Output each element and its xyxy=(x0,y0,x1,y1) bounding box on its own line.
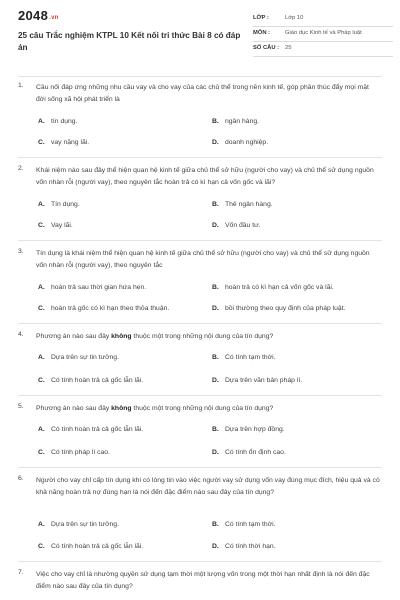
option-label: D. xyxy=(212,377,219,384)
question-text: Tín dụng là khái niệm thể hiện quan hệ kinh tế giữa chủ thể sở hữu (người cho vay) và chủ thể sử dụng nguồn vốn nhàn rỗi (người vay), theo nguyên tắc xyxy=(36,250,370,270)
question-text: Khái niệm nào sau đây thể hiện quan hệ kinh tế giữa chủ thể sở hữu (người cho vay) và chủ thể sử dụng nguồn vốn nhàn rỗi (người vay), theo nguyên tắc hoàn trả có kì hạn cả vốn gốc và lãi? xyxy=(36,167,374,187)
option-text: Thẻ ngân hàng. xyxy=(225,201,273,208)
option-text: vay nặng lãi. xyxy=(51,139,90,146)
divider xyxy=(18,395,382,396)
option-text: hoàn trả sau thời gian hứa hẹn. xyxy=(51,284,147,291)
question-number: 3. xyxy=(18,248,24,255)
logo-brand: 2048 xyxy=(18,8,49,23)
question-text: Người cho vay chỉ cấp tín dụng khi có lòng tin vào việc người vay sử dụng vốn vay đúng mục đích, hiệu quả và có khả năng hoàn trả nợ đúng hạn là nói đến đặc điểm nào sau đây của tín dụng? xyxy=(36,477,380,497)
option-label: C. xyxy=(38,543,45,550)
question-number: 2. xyxy=(18,165,24,172)
meta-subject-row xyxy=(253,27,393,42)
question-text xyxy=(36,403,380,415)
meta-count-label: SỐ CÂU : xyxy=(253,45,280,51)
divider xyxy=(18,240,382,241)
option-label: D. xyxy=(212,543,219,550)
option-label: A. xyxy=(38,201,45,208)
meta-count-row xyxy=(253,42,393,57)
option-label: B. xyxy=(212,284,219,291)
option-label: B. xyxy=(212,118,219,125)
option-label: B. xyxy=(212,201,219,208)
question-number: 6. xyxy=(18,475,24,482)
question-number: 7. xyxy=(18,569,24,576)
option-label: A. xyxy=(38,426,45,433)
option-text: Dựa trên sự tin tưởng. xyxy=(51,354,119,361)
option-label: B. xyxy=(212,354,219,361)
divider xyxy=(18,323,382,324)
divider xyxy=(18,561,382,562)
option-label: C. xyxy=(38,449,45,456)
question-number: 5. xyxy=(18,403,24,410)
option-text: Tín dụng. xyxy=(51,201,80,208)
option-label: C. xyxy=(38,222,45,229)
option-label: B. xyxy=(212,426,219,433)
meta-subject-value: Giáo dục Kinh tế và Pháp luật xyxy=(285,30,362,36)
meta-class-row xyxy=(253,12,393,27)
option-label: B. xyxy=(212,521,219,528)
meta-info xyxy=(253,12,393,57)
option-text: tín dụng. xyxy=(51,118,78,125)
divider xyxy=(18,467,382,468)
option-text: Có tính hoàn trả cả gốc lẫn lãi. xyxy=(51,426,144,433)
option-text: hoàn trả có kì hạn cả vốn gốc và lãi. xyxy=(225,284,334,291)
meta-class-value: Lớp 10 xyxy=(285,15,304,21)
option-text: doanh nghiệp. xyxy=(225,139,269,146)
option-text: Có tính thời hạn. xyxy=(225,543,276,550)
question-text-part: thuộc một trong những nội dung của tín dụng? xyxy=(131,333,274,340)
option-text: Có tính hoàn trả cả gốc lẫn lãi. xyxy=(51,543,144,550)
option-label: C. xyxy=(38,139,45,146)
question-number: 4. xyxy=(18,331,24,338)
question-text xyxy=(36,331,380,343)
option-label: A. xyxy=(38,118,45,125)
question-text: Việc cho vay chỉ là nhường quyền sử dụng tạm thời một lượng vốn trong một thời hạn nhất định là nói đến đặc điểm nào sau đây của tín dụng? xyxy=(36,571,370,591)
option-text: bồi thường theo quy định của pháp luật. xyxy=(225,305,346,312)
option-label: C. xyxy=(38,305,45,312)
option-label: A. xyxy=(38,354,45,361)
option-text: Có tính tạm thời. xyxy=(225,521,276,528)
question-text-part: Phương án nào sau đây xyxy=(36,333,112,340)
question-text-part: thuộc một trong những nội dung của tín dụng? xyxy=(131,405,274,412)
question-emphasis: không xyxy=(111,333,132,340)
option-text: Dựa trên hợp đồng. xyxy=(225,426,285,433)
option-label: D. xyxy=(212,139,219,146)
site-logo[interactable] xyxy=(18,8,59,23)
option-text: Có tính ổn định cao. xyxy=(225,449,286,456)
option-label: D. xyxy=(212,305,219,312)
divider xyxy=(18,157,382,158)
option-text: Có tính pháp lí cao. xyxy=(51,449,110,456)
option-text: Vốn đầu tư. xyxy=(225,222,261,229)
option-text: Có tính tạm thời. xyxy=(225,354,276,361)
option-label: D. xyxy=(212,222,219,229)
question-text: Cầu nối đáp ứng những nhu cầu vay và cho vay của các chủ thể trong nền kinh tế, góp phần thúc đẩy mọi mặt đời sống xã hội phát triển là xyxy=(36,84,369,104)
option-label: C. xyxy=(38,377,45,384)
question-number: 1. xyxy=(18,82,24,89)
option-text: hoàn trả gốc có kì hạn theo thỏa thuận. xyxy=(51,305,170,312)
option-text: Dựa trên sự tin tưởng. xyxy=(51,521,119,528)
option-label: A. xyxy=(38,284,45,291)
question-emphasis: không xyxy=(111,405,132,412)
divider xyxy=(18,76,382,77)
meta-count-value: 25 xyxy=(285,45,292,51)
header xyxy=(0,0,400,72)
option-text: Có tính hoàn trả cả gốc lẫn lãi. xyxy=(51,377,144,384)
option-text: Vay lãi. xyxy=(51,222,73,229)
option-text: ngân hàng. xyxy=(225,118,260,125)
meta-class-label: LỚP : xyxy=(253,15,269,21)
meta-subject-label: MÔN : xyxy=(253,30,271,36)
option-label: D. xyxy=(212,449,219,456)
option-text: Dựa trên văn bản pháp lí. xyxy=(225,377,303,384)
logo-suffix: .vn xyxy=(49,15,59,21)
question-text-part: Phương án nào sau đây xyxy=(36,405,112,412)
option-label: A. xyxy=(38,521,45,528)
document-title: 25 câu Trắc nghiệm KTPL 10 Kết nối tri thức Bài 8 có đáp án xyxy=(18,31,241,52)
